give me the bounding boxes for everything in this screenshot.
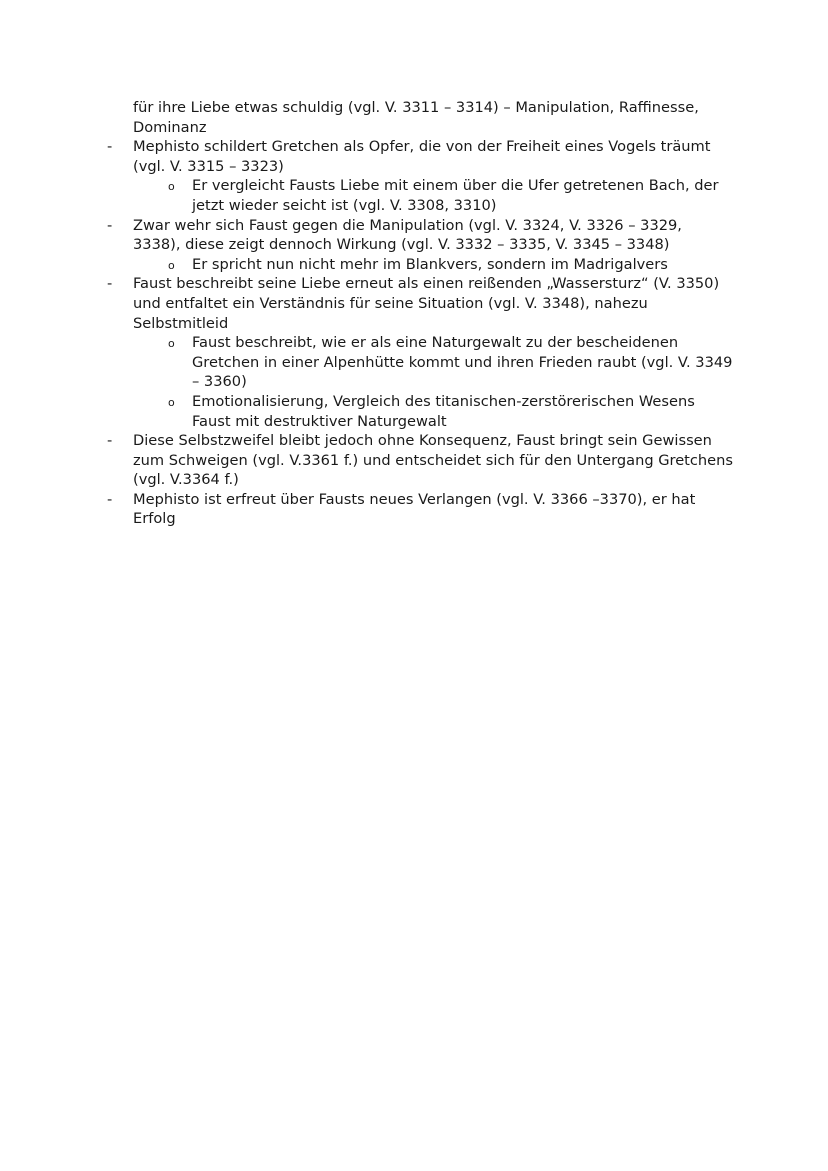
dash-bullet-icon: -: [107, 490, 113, 508]
sub-list-item-line: [0, 372, 828, 392]
line-text: jetzt wieder seicht ist (vgl. V. 3308, 3310): [192, 196, 497, 214]
bullet-list: [0, 98, 828, 529]
line-text: – 3360): [192, 373, 247, 391]
line-text: Faust mit destruktiver Naturgewalt: [192, 412, 447, 430]
list-item-line: [0, 470, 828, 490]
line-text: 3338), diese zeigt dennoch Wirkung (vgl. V. 3332 – 3335, V. 3345 – 3348): [133, 236, 670, 254]
line-text: Erfolg: [133, 510, 176, 528]
line-text: Selbstmitleid: [133, 314, 229, 332]
line-text: Faust beschreibt seine Liebe erneut als einen reißenden „Wassersturz“ (V. 3350): [133, 275, 720, 293]
list-item-line: [0, 509, 828, 529]
line-text: Diese Selbstzweifel bleibt jedoch ohne Konsequenz, Faust bringt sein Gewissen: [133, 432, 712, 450]
circle-bullet-icon: o: [168, 180, 175, 194]
line-text: zum Schweigen (vgl. V.3361 f.) und entscheidet sich für den Untergang Gretchens: [133, 451, 734, 469]
dash-bullet-icon: -: [107, 138, 113, 156]
list-item-line: [0, 98, 828, 118]
sub-list-item-line: [0, 196, 828, 216]
line-text: Er spricht nun nicht mehr im Blankvers, sondern im Madrigalvers: [192, 255, 668, 273]
list-item-line: [0, 235, 828, 255]
circle-bullet-icon: o: [168, 258, 175, 272]
line-text: (vgl. V.3364 f.): [133, 471, 239, 489]
line-text: Er vergleicht Fausts Liebe mit einem über die Ufer getretenen Bach, der: [192, 177, 719, 195]
line-text: Gretchen in einer Alpenhütte kommt und ihren Frieden raubt (vgl. V. 3349: [192, 353, 733, 371]
sub-list-item-line: [0, 353, 828, 373]
circle-bullet-icon: o: [168, 395, 175, 409]
line-text: Mephisto schildert Gretchen als Opfer, die von der Freiheit eines Vogels träumt: [133, 138, 711, 156]
list-item-line: [0, 490, 828, 510]
line-text: Zwar wehr sich Faust gegen die Manipulation (vgl. V. 3324, V. 3326 – 3329,: [133, 216, 682, 234]
list-item-line: [0, 431, 828, 451]
sub-list-item-line: [0, 392, 828, 412]
list-item-line: [0, 118, 828, 138]
line-text: und entfaltet ein Verständnis für seine Situation (vgl. V. 3348), nahezu: [133, 294, 648, 312]
list-item-line: [0, 216, 828, 236]
line-text: Mephisto ist erfreut über Fausts neues Verlangen (vgl. V. 3366 –3370), er hat: [133, 490, 696, 508]
list-item-line: [0, 451, 828, 471]
dash-bullet-icon: -: [107, 275, 113, 293]
dash-bullet-icon: -: [107, 216, 113, 234]
list-item-line: [0, 157, 828, 177]
line-text: Dominanz: [133, 118, 207, 136]
list-item-line: [0, 137, 828, 157]
sub-list-item-line: [0, 412, 828, 432]
list-item-line: [0, 294, 828, 314]
list-item-line: [0, 314, 828, 334]
line-text: für ihre Liebe etwas schuldig (vgl. V. 3311 – 3314) – Manipulation, Raffinesse,: [133, 99, 699, 116]
list-item-line: [0, 274, 828, 294]
line-text: Emotionalisierung, Vergleich des titanischen-zerstörerischen Wesens: [192, 392, 695, 410]
line-text: Faust beschreibt, wie er als eine Naturgewalt zu der bescheidenen: [192, 334, 679, 352]
sub-list-item-line: [0, 176, 828, 196]
sub-list-item-line: [0, 255, 828, 275]
dash-bullet-icon: -: [107, 432, 113, 450]
sub-list-item-line: [0, 333, 828, 353]
line-text: (vgl. V. 3315 – 3323): [133, 157, 284, 175]
circle-bullet-icon: o: [168, 337, 175, 351]
